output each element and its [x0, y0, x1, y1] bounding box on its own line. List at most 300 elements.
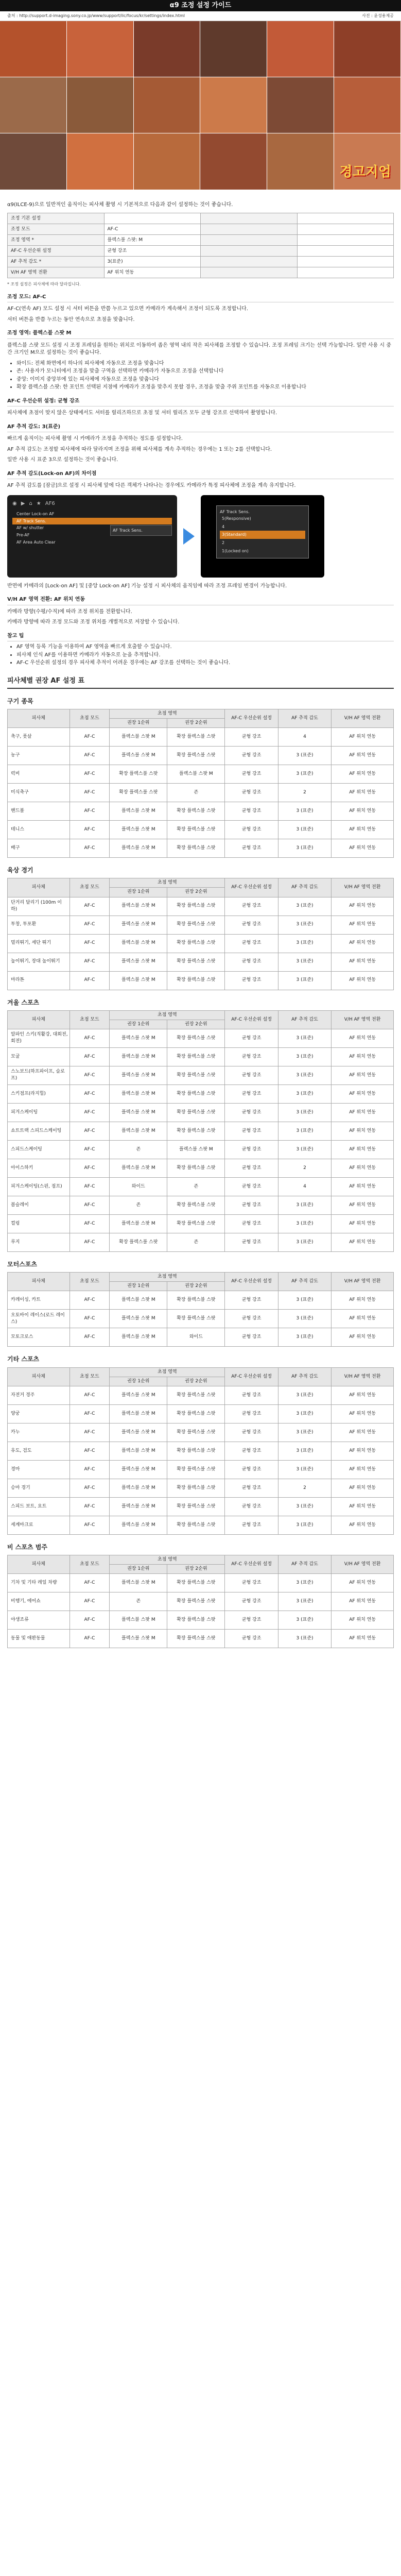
basic-cell [297, 257, 394, 267]
section-paragraph: AF 추적 감도를 [잠금]으로 설정 시 피사체 앞에 다른 객체가 나타나는 경우에도 카메라가 특정 피사체에 조정을 계속 유지합니다. [7, 483, 296, 489]
table-cell: AF-C [69, 1479, 110, 1497]
basic-row [8, 235, 394, 246]
column-header: 피사체 [8, 878, 70, 897]
source-bar [0, 11, 401, 21]
category-title: 육상 경기 [7, 867, 33, 874]
basic-cell [297, 235, 394, 246]
column-header: 피사체 [8, 709, 70, 727]
table-cell: 플렉스블 스팟 M [110, 1460, 167, 1479]
hero-column [334, 21, 401, 190]
column-header: V/H AF 영역 전환 [332, 878, 394, 897]
table-cell: 확장 플렉스블 스팟 [167, 916, 225, 934]
hero-photo [334, 21, 400, 77]
table-cell: 3 (표준) [278, 802, 331, 821]
table-cell: 3 (표준) [278, 1404, 331, 1423]
table-row [8, 1442, 394, 1460]
option-item[interactable]: 2 [222, 540, 225, 546]
table-cell: 확장 플렉스블 스팟 [167, 1029, 225, 1047]
table-row [8, 1386, 394, 1404]
basic-cell: AF 추적 감도 * [8, 257, 104, 267]
table-cell: 3 (표준) [278, 1328, 331, 1347]
hero-photo [267, 133, 334, 190]
column-header: AF 추적 감도 [278, 1555, 331, 1574]
column-header: 권장 1순위 [110, 1377, 167, 1386]
table-cell: AF-C [69, 1611, 110, 1630]
table-cell: 확장 플렉스블 스팟 [110, 784, 167, 802]
table-cell: AF 위치 연동 [332, 1497, 394, 1516]
table-cell: 플렉스블 스팟 M [110, 1214, 167, 1233]
table-cell: 4 [278, 728, 331, 747]
table-cell: 3 (표준) [278, 916, 331, 934]
table-cell: 균형 강조 [225, 802, 278, 821]
hero-photo [267, 77, 334, 133]
menu-page-label: AF6 [45, 500, 55, 506]
menu-row[interactable]: Center Lock-on AF [16, 512, 55, 517]
table-cell: 3 (표준) [278, 1630, 331, 1648]
table-cell: AF 위치 연동 [332, 1404, 394, 1423]
table-cell: 확장 플렉스블 스팟 [167, 839, 225, 858]
table-cell: AF 위치 연동 [332, 1630, 394, 1648]
hero-photo [334, 133, 400, 190]
table-cell: 플렉스블 스팟 M [110, 934, 167, 953]
hero-column [267, 21, 334, 190]
table-cell: AF 위치 연동 [332, 784, 394, 802]
table-header-row [8, 1273, 394, 1282]
table-cell: 플렉스블 스팟 M [110, 1103, 167, 1122]
table-cell: 양궁 [8, 1404, 70, 1423]
column-header: AF-C 우선순위 설정 [225, 709, 278, 727]
table-row [8, 802, 394, 821]
table-row [8, 953, 394, 971]
category-table [7, 1010, 394, 1252]
arrow-icon [183, 528, 195, 545]
table-cell: 스피드스케이팅 [8, 1140, 70, 1159]
column-header: 초점 영역 [110, 1367, 225, 1377]
table-cell: 피겨스케이팅(스핀, 점프) [8, 1177, 70, 1196]
table-cell: 확장 플렉스블 스팟 [167, 1310, 225, 1328]
table-cell: 카누 [8, 1423, 70, 1442]
hero-photo [334, 77, 400, 133]
table-header-row [8, 878, 394, 888]
camera-icon: ◉ [12, 500, 17, 506]
table-cell: 균형 강조 [225, 1029, 278, 1047]
table-cell: 확장 플렉스블 스팟 [167, 1122, 225, 1140]
table-cell: 3 (표준) [278, 1047, 331, 1066]
table-cell: 균형 강조 [225, 1103, 278, 1122]
category-table [7, 1555, 394, 1648]
table-cell: AF 위치 연동 [332, 1196, 394, 1214]
table-cell: 균형 강조 [225, 839, 278, 858]
table-cell: 균형 강조 [225, 1177, 278, 1196]
tips-title: 참고 팁 [7, 633, 394, 642]
table-cell: 아이스하키 [8, 1159, 70, 1177]
basic-cell [201, 224, 298, 235]
column-header: 초점 영역 [110, 709, 225, 718]
basic-cell [201, 213, 298, 224]
table-cell: 균형 강조 [225, 765, 278, 784]
table-cell: AF-C [69, 1140, 110, 1159]
table-cell: AF 위치 연동 [332, 1574, 394, 1592]
column-header: 초점 영역 [110, 1555, 225, 1565]
table-cell: AF 위치 연동 [332, 1177, 394, 1196]
table-cell: 3 (표준) [278, 1029, 331, 1047]
column-header: 권장 1순위 [110, 1282, 167, 1291]
table-cell: 균형 강조 [225, 1423, 278, 1442]
table-row [8, 1592, 394, 1611]
column-header: 초점 모드 [69, 878, 110, 897]
category-title: 구기 종목 [7, 697, 33, 705]
table-cell: 3 (표준) [278, 1592, 331, 1611]
table-cell: AF 위치 연동 [332, 1029, 394, 1047]
column-header: AF 추적 감도 [278, 1273, 331, 1291]
bullet-item: • 존: 사용자가 모니터에서 조정을 맞출 구역을 선택하면 카메라가 자동으로 조정을 선택합니다 [16, 368, 394, 376]
table-cell: 미식축구 [8, 784, 70, 802]
table-cell: 확장 플렉스블 스팟 [167, 934, 225, 953]
option-panel [216, 505, 309, 559]
table-cell: 존 [110, 1140, 167, 1159]
table-row [8, 934, 394, 953]
table-cell: 균형 강조 [225, 897, 278, 916]
table-cell: 3 (표준) [278, 1140, 331, 1159]
basic-cell: V/H AF 영역 전환 [8, 267, 104, 278]
table-cell: 승마 경기 [8, 1479, 70, 1497]
table-row [8, 1122, 394, 1140]
basic-cell [201, 235, 298, 246]
table-cell: 균형 강조 [225, 1479, 278, 1497]
hero-photo [134, 77, 200, 133]
basic-cell [297, 224, 394, 235]
table-cell: 플렉스블 스팟 M [110, 1479, 167, 1497]
column-header: 초점 모드 [69, 1555, 110, 1574]
table-cell: 균형 강조 [225, 1159, 278, 1177]
table-cell: 3 (표준) [278, 765, 331, 784]
table-cell: AF-C [69, 1310, 110, 1328]
table-cell: 균형 강조 [225, 1460, 278, 1479]
table-cell: 확장 플렉스블 스팟 [167, 1386, 225, 1404]
table-cell: AF-C [69, 747, 110, 765]
table-cell: 플렉스블 스팟 M [110, 728, 167, 747]
table-row [8, 1404, 394, 1423]
table-cell: 플렉스블 스팟 M [110, 1516, 167, 1534]
table-cell: 플렉스블 스팟 M [110, 1159, 167, 1177]
table-cell: 확장 플렉스블 스팟 [167, 953, 225, 971]
submenu-popup [110, 525, 172, 536]
column-header: AF 추적 감도 [278, 1367, 331, 1386]
table-cell: 비행기, 에어쇼 [8, 1592, 70, 1611]
section-title: AF 추적 감도(Lock-on AF)의 차이점 [7, 470, 394, 480]
category-table [7, 1367, 394, 1535]
table-cell: AF 위치 연동 [332, 1140, 394, 1159]
source-url[interactable]: 출처 : http://support.d-imaging.sony.co.jp/www/support/ilc/focus/kr/settings/index.html [7, 13, 185, 18]
table-row [8, 897, 394, 916]
column-header: V/H AF 영역 전환 [332, 709, 394, 727]
section-title: 조정 모드: AF-C [7, 294, 394, 303]
bullet-item: • 중앙: 이미지 중앙부에 있는 피사체에 자동으로 조정을 맞춥니다 [16, 376, 394, 384]
table-cell: 확장 플렉스블 스팟 [167, 1214, 225, 1233]
table-cell: 균형 강조 [225, 747, 278, 765]
hero-column [0, 21, 67, 190]
table-cell: 균형 강조 [225, 1084, 278, 1103]
table-cell: 높이뛰기, 장대 높이뛰기 [8, 953, 70, 971]
basic-cell: 조정 영역 * [8, 235, 104, 246]
table-cell: AF-C [69, 1328, 110, 1347]
submenu-title: AF Track Sens. [113, 528, 143, 533]
table-cell: 플렉스블 스팟 M [110, 1630, 167, 1648]
hero-photo [200, 133, 267, 190]
table-cell: 동물 및 애완동물 [8, 1630, 70, 1648]
table-cell: 플렉스블 스팟 M [110, 821, 167, 839]
table-cell: 확장 플렉스블 스팟 [167, 1423, 225, 1442]
table-cell: 확장 플렉스블 스팟 [167, 1291, 225, 1310]
table-cell: 피겨스케이팅 [8, 1103, 70, 1122]
table-cell: 존 [167, 1177, 225, 1196]
table-cell: 존 [110, 1592, 167, 1611]
basic-row [8, 246, 394, 257]
table-cell: 균형 강조 [225, 971, 278, 990]
table-cell: AF 위치 연동 [332, 1047, 394, 1066]
table-cell: AF 위치 연동 [332, 1423, 394, 1442]
table-cell: 확장 플렉스블 스팟 [167, 1516, 225, 1534]
table-row [8, 1196, 394, 1214]
table-cell: 3 (표준) [278, 1574, 331, 1592]
table-cell: 확장 플렉스블 스팟 [167, 1460, 225, 1479]
table-cell: 플렉스블 스팟 M [110, 1386, 167, 1404]
table-cell: 플렉스블 스팟 M [110, 953, 167, 971]
tip-item: • 피사체 인식 AF를 이용하면 카메라가 자동으로 눈을 추적합니다. [16, 652, 394, 659]
menu-row[interactable]: AF Area Auto Clear [16, 539, 56, 545]
basic-cell: 3(표준) [104, 257, 201, 267]
section-paragraph: AF 추적 감도는 조정할 피사체에 따라 달라지며 조정을 위해 피사체를 계속 추적하는 경우에는 1 또는 2를 선택합니다. [7, 446, 272, 452]
table-cell: 플렉스블 스팟 M [110, 747, 167, 765]
table-cell: AF 위치 연동 [332, 1479, 394, 1497]
table-cell: 균형 강조 [225, 1233, 278, 1251]
table-cell: 확장 플렉스블 스팟 [167, 1497, 225, 1516]
table-cell: AF-C [69, 1630, 110, 1648]
bullet-item: • 확장 플렉스블 스팟: 한 포인트 선택된 지점에 카메라가 조정을 맞추지 못할 경우, 조정을 맞출 주위 포인트를 자동으로 이용합니다 [16, 384, 394, 392]
table-cell: AF-C [69, 1084, 110, 1103]
section-title: AF-C 우선순위 설정: 균형 강조 [7, 398, 394, 407]
table-cell: AF 위치 연동 [332, 1442, 394, 1460]
option-item[interactable]: 5(Responsive) [222, 516, 251, 521]
section-paragraph: 일반 사용 시 표준 3으로 설정하는 것이 좋습니다. [7, 457, 118, 463]
table-cell: 확장 플렉스블 스팟 [167, 1066, 225, 1084]
table-cell: AF-C [69, 1574, 110, 1592]
table-cell: AF-C [69, 1177, 110, 1196]
intro-text: α9(ILCE-9)으로 일반적인 움직이는 피사체 촬영 시 기본적으로 다음과 같이 설정하는 것이 좋습니다. [7, 201, 233, 208]
table-cell: 균형 강조 [225, 728, 278, 747]
table-cell: AF-C [69, 1497, 110, 1516]
table-cell: 균형 강조 [225, 1574, 278, 1592]
table-cell: AF 위치 연동 [332, 802, 394, 821]
menu-row[interactable]: AF Track Sens. [12, 518, 172, 525]
table-cell: 3 (표준) [278, 1310, 331, 1328]
basic-cell: 조정 모드 [8, 224, 104, 235]
table-row [8, 1328, 394, 1347]
table-cell: 3 (표준) [278, 971, 331, 990]
table-cell: 단거리 달리기 (100m 이하) [8, 897, 70, 916]
table-cell: 플렉스블 스팟 M [110, 1122, 167, 1140]
tip-item: • AF 영역 등록 기능을 이용하여 AF 영역을 빠르게 호출할 수 있습니다. [16, 643, 394, 651]
basic-cell: AF-C 우선순위 설정 [8, 246, 104, 257]
table-cell: AF-C [69, 897, 110, 916]
menu-row[interactable]: AF w/ shutter [16, 526, 44, 531]
table-cell: 플렉스블 스팟 M [110, 1066, 167, 1084]
table-cell: 확장 플렉스블 스팟 [167, 1479, 225, 1497]
table-cell: 마라톤 [8, 971, 70, 990]
table-cell: 테니스 [8, 821, 70, 839]
table-cell: 확장 플렉스블 스팟 [167, 1103, 225, 1122]
section-paragraph: 셔터 버튼을 반쯤 누르는 동안 연속으로 초점을 맞춥니다. [7, 316, 135, 323]
option-item[interactable]: 3(Standard) [220, 531, 305, 539]
table-cell: 플렉스블 스팟 M [110, 1047, 167, 1066]
table-cell: 3 (표준) [278, 1516, 331, 1534]
table-cell: AF-C [69, 1423, 110, 1442]
table-cell: AF-C [69, 839, 110, 858]
column-header: AF 추적 감도 [278, 1010, 331, 1029]
section-title: 조정 영역: 플렉스블 스팟 M [7, 330, 394, 339]
column-header: 초점 영역 [110, 1273, 225, 1282]
table-row [8, 765, 394, 784]
table-cell: 플렉스블 스팟 M [110, 897, 167, 916]
table-cell: AF-C [69, 1196, 110, 1214]
table-cell: 확장 플렉스블 스팟 [167, 1404, 225, 1423]
play-icon: ▶ [21, 500, 25, 506]
column-header: 권장 1순위 [110, 1020, 167, 1029]
table-cell: 균형 강조 [225, 1404, 278, 1423]
table-cell: AF-C [69, 728, 110, 747]
hero-watermark: 경고지엄 [339, 164, 391, 180]
table-cell: 플렉스블 스팟 M [110, 916, 167, 934]
hero-column [200, 21, 267, 190]
column-header: V/H AF 영역 전환 [332, 1555, 394, 1574]
section-bullets [7, 360, 394, 392]
section-paragraph: 피사체에 초점이 맞지 않은 상태에서도 셔터를 릴리즈하므로 초점 및 셔터 릴리즈 모두 균형 강조로 선택하여 촬영합니다. [7, 410, 277, 416]
table-cell: AF 위치 연동 [332, 1328, 394, 1347]
table-row [8, 1066, 394, 1084]
option-panel-title: AF Track Sens. [220, 509, 250, 514]
table-cell: 확장 플렉스블 스팟 [167, 1084, 225, 1103]
table-cell: AF-C [69, 821, 110, 839]
hero-column [134, 21, 201, 190]
hero-photo [0, 77, 66, 133]
table-cell: 2 [278, 1159, 331, 1177]
table-cell: 세계마크로 [8, 1516, 70, 1534]
table-cell: 카레이싱, 카트 [8, 1291, 70, 1310]
basic-settings-table [7, 213, 394, 278]
basic-cell [297, 267, 394, 278]
table-header-row [8, 1555, 394, 1565]
settings-table-title: 피사체별 권장 AF 설정 표 [7, 676, 394, 689]
table-cell: 3 (표준) [278, 1066, 331, 1084]
section-paragraph: 플렉스블 스팟 모드 설정 시 조정 프레임을 원하는 위치로 이동하여 좁은 영역 내의 작은 피사체를 조정할 수 있습니다. 조정 프레임 크기는 선택 가능합니다. 일반 사용 시 중간 크기인 M으로 설정하는 것이 좋습니다. [7, 342, 391, 356]
table-cell: 확장 플렉스블 스팟 [167, 1159, 225, 1177]
table-cell: 확장 플렉스블 스팟 [167, 802, 225, 821]
table-cell: 균형 강조 [225, 1140, 278, 1159]
table-row [8, 1177, 394, 1196]
star-icon: ★ [36, 500, 41, 506]
table-cell: 확장 플렉스블 스팟 [167, 1592, 225, 1611]
table-row [8, 1214, 394, 1233]
hero-photo [67, 21, 133, 77]
table-cell: AF 위치 연동 [332, 747, 394, 765]
table-cell: 플렉스블 스팟 M [110, 1497, 167, 1516]
table-cell: 플렉스블 스팟 M [110, 1574, 167, 1592]
column-header: 피사체 [8, 1273, 70, 1291]
table-cell: 3 (표준) [278, 1233, 331, 1251]
option-item[interactable]: 1(Locked on) [222, 548, 249, 553]
table-cell: 배구 [8, 839, 70, 858]
table-row [8, 1103, 394, 1122]
section-title: AF 추적 감도: 3(표준) [7, 423, 394, 433]
table-cell: 확장 플렉스블 스팟 [110, 1233, 167, 1251]
basic-cell [297, 213, 394, 224]
table-cell: 스노보드(하프파이프, 슬로프) [8, 1066, 70, 1084]
hero-column [67, 21, 134, 190]
table-cell: 확장 플렉스블 스팟 [167, 728, 225, 747]
table-cell: 균형 강조 [225, 1310, 278, 1328]
table-cell: 균형 강조 [225, 934, 278, 953]
table-cell: AF 위치 연동 [332, 1233, 394, 1251]
table-cell: 와이드 [167, 1328, 225, 1347]
table-row [8, 1029, 394, 1047]
column-header: V/H AF 영역 전환 [332, 1273, 394, 1291]
table-cell: AF-C [69, 953, 110, 971]
table-cell: 3 (표준) [278, 839, 331, 858]
table-cell: AF 위치 연동 [332, 1310, 394, 1328]
table-row [8, 784, 394, 802]
table-row [8, 1159, 394, 1177]
table-row [8, 1084, 394, 1103]
table-cell: AF-C [69, 1029, 110, 1047]
hero-photo [67, 77, 133, 133]
table-cell: 플렉스블 스팟 M [167, 765, 225, 784]
table-cell: 플렉스블 스팟 M [110, 1442, 167, 1460]
column-header: 권장 1순위 [110, 718, 167, 727]
table-cell: AF 위치 연동 [332, 1084, 394, 1103]
basic-row [8, 224, 394, 235]
basic-row [8, 257, 394, 267]
column-header: AF-C 우선순위 설정 [225, 1010, 278, 1029]
table-cell: AF 위치 연동 [332, 1066, 394, 1084]
table-cell: AF 위치 연동 [332, 839, 394, 858]
table-cell: 쇼트트랙 스피드스케이팅 [8, 1122, 70, 1140]
vh-section-body [7, 608, 394, 626]
table-cell: AF 위치 연동 [332, 1122, 394, 1140]
table-cell: AF 위치 연동 [332, 916, 394, 934]
vh-section-title: V/H AF 영역 전환: AF 위치 연동 [7, 596, 394, 605]
table-cell: 존 [167, 1233, 225, 1251]
table-cell: AF 위치 연동 [332, 1386, 394, 1404]
column-header: 초점 영역 [110, 878, 225, 888]
hero-photo [134, 133, 200, 190]
column-header: AF 추적 감도 [278, 878, 331, 897]
table-cell: 3 (표준) [278, 1084, 331, 1103]
table-cell: AF 위치 연동 [332, 953, 394, 971]
table-cell: 봅슬레이 [8, 1196, 70, 1214]
table-cell: 플렉스블 스팟 M [110, 1404, 167, 1423]
column-header: 피사체 [8, 1555, 70, 1574]
table-cell: 확장 플렉스블 스팟 [167, 1196, 225, 1214]
table-row [8, 1497, 394, 1516]
menu-row[interactable]: Pre-AF [16, 532, 30, 537]
table-cell: 3 (표준) [278, 1611, 331, 1630]
table-cell: AF 위치 연동 [332, 1460, 394, 1479]
basic-cell [201, 267, 298, 278]
table-cell: 알파인 스키(직활강, 대회전, 회전) [8, 1029, 70, 1047]
option-item[interactable]: 4 [222, 524, 225, 529]
column-header: 초점 모드 [69, 1367, 110, 1386]
table-header-row [8, 1367, 394, 1377]
